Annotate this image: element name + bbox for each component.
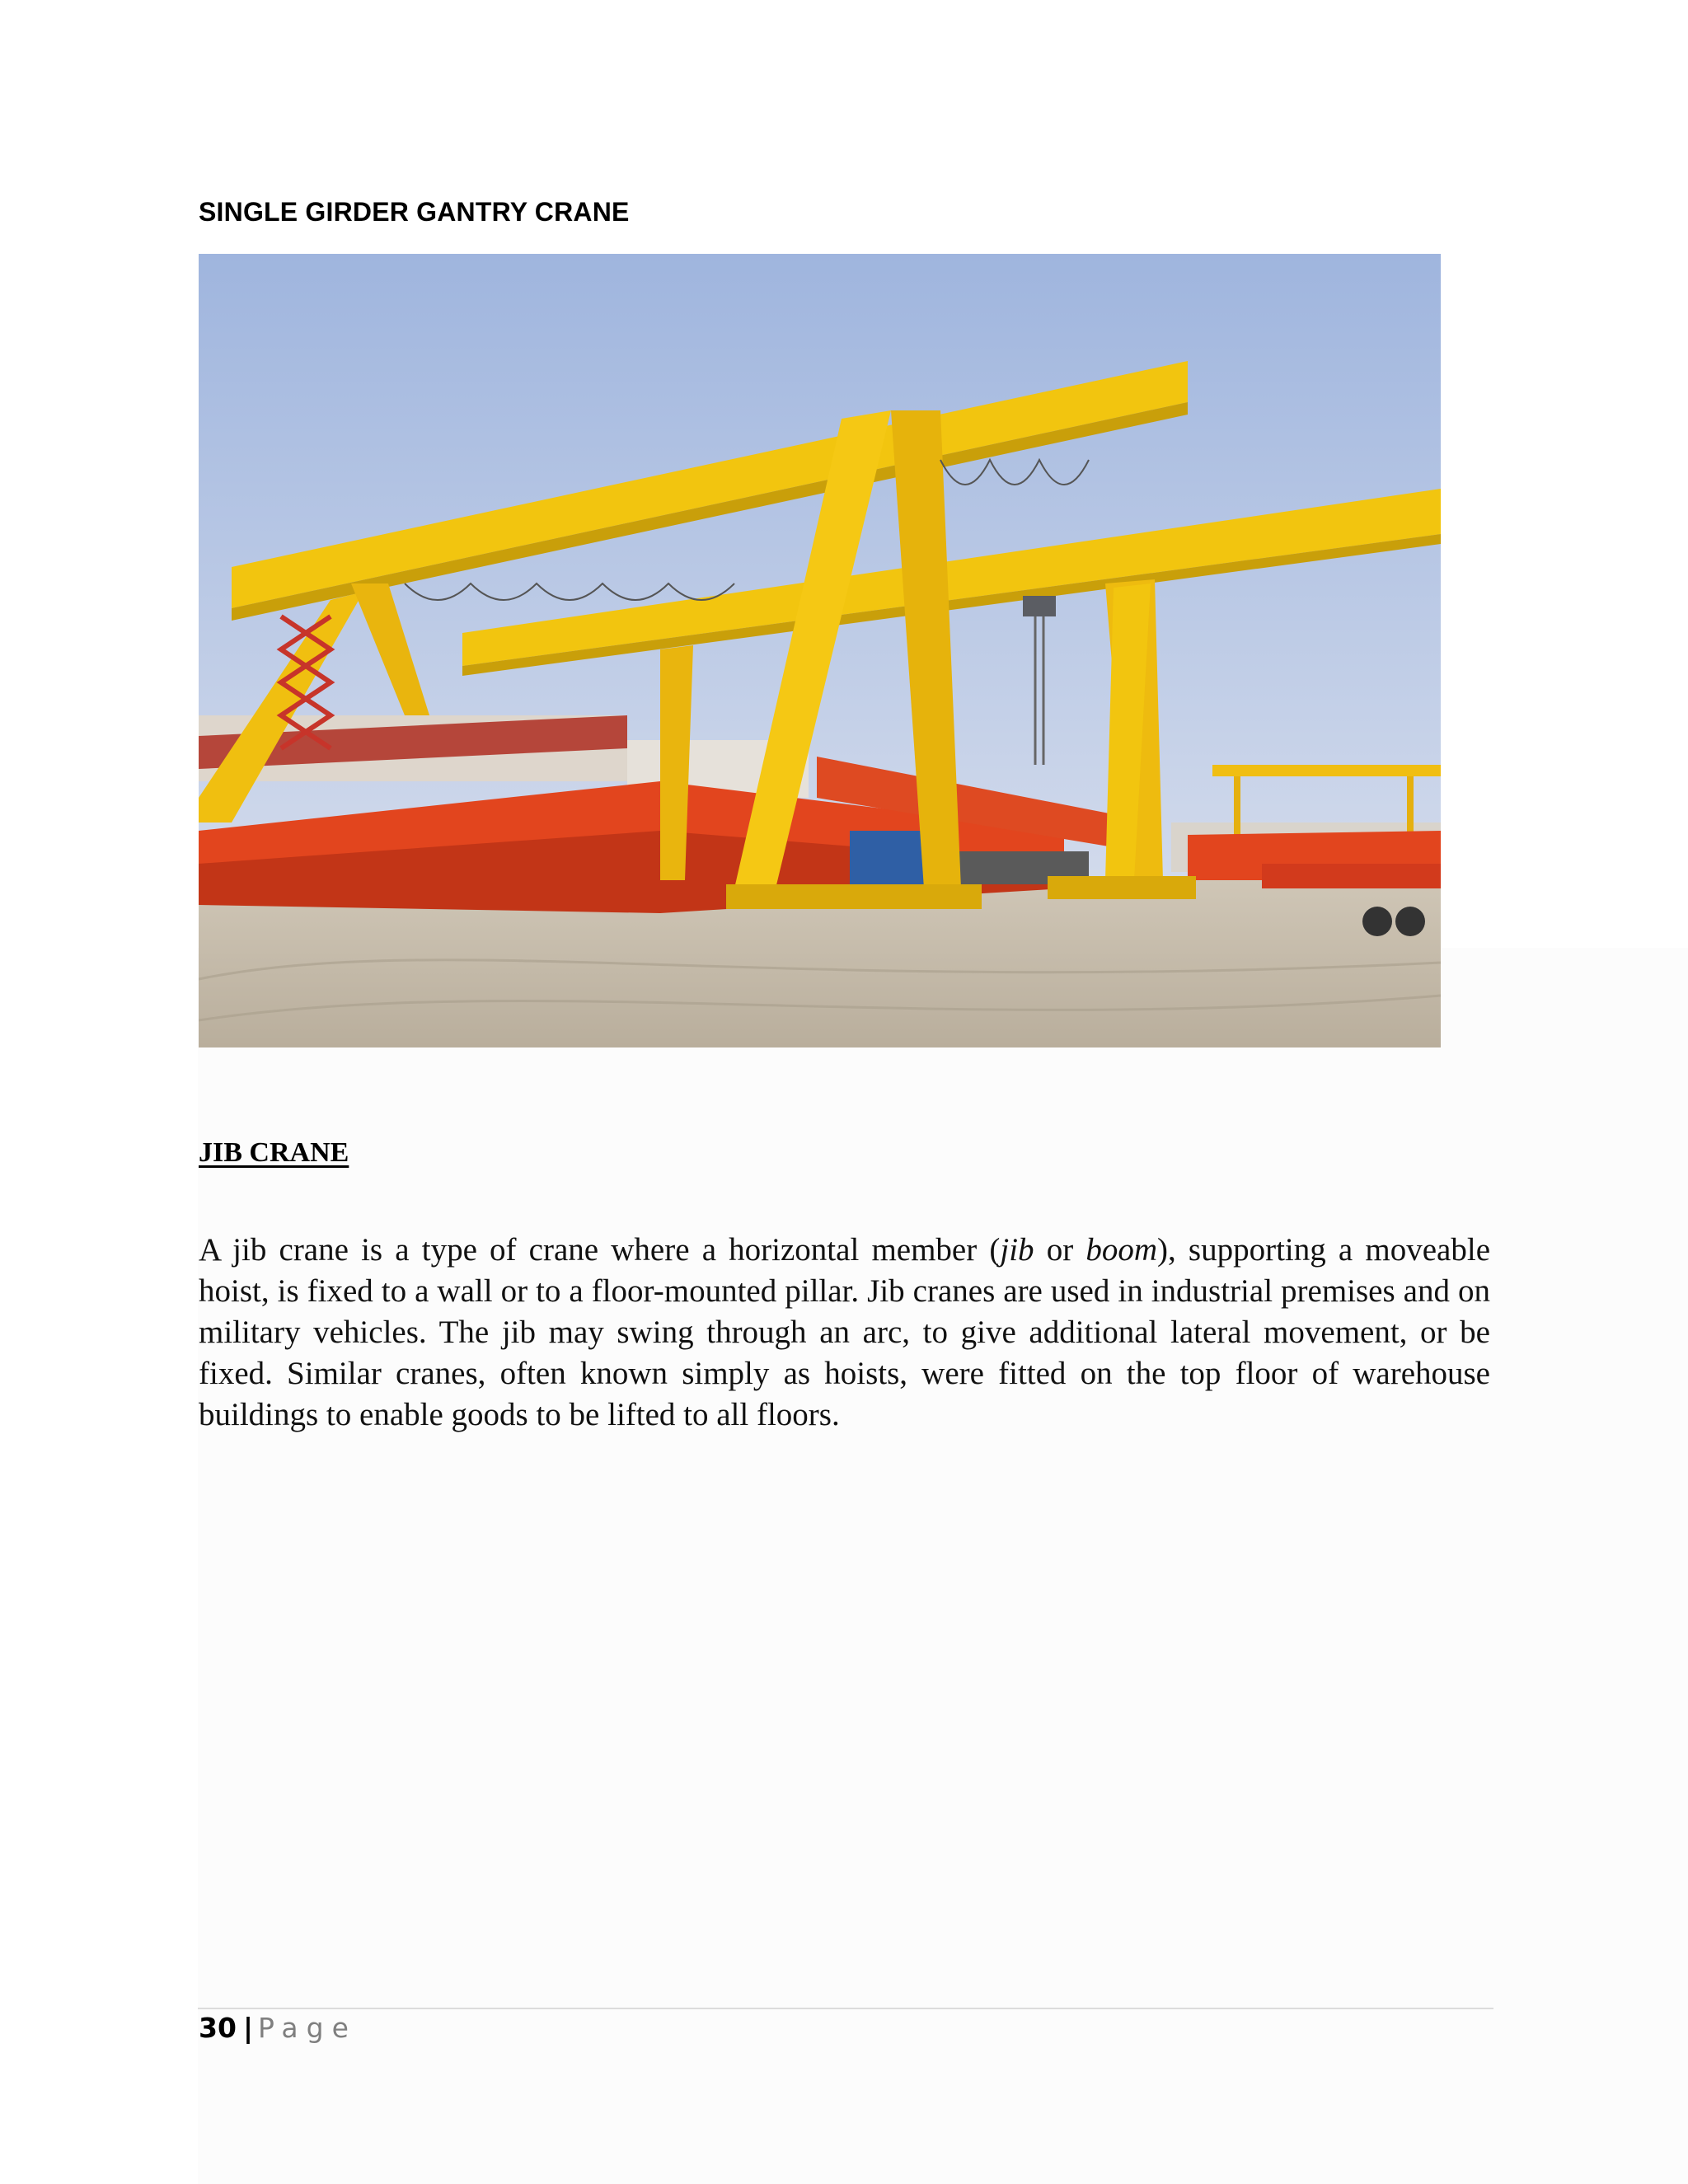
page-number: 30 <box>199 2012 237 2044</box>
section-heading-gantry: SINGLE GIRDER GANTRY CRANE <box>199 197 630 227</box>
paragraph-text-b: ), supporting a moveable hoist, is fixed to a wall or to a floor-mounted pillar. Jib cranes are used in industrial premises and on military vehicles. The jib may swing through an arc, to give additional lateral movement, or be fixed. Similar cranes, often known simply as hoists, were fitted on the top floor of warehouse buildings to enable goods to be lifted to all floors. <box>199 1232 1490 1432</box>
section-heading-jib: JIB CRANE <box>199 1137 349 1168</box>
footer-separator: | <box>242 2012 253 2044</box>
paragraph-text-a: A jib crane is a type of crane where a horizontal member ( <box>199 1232 1001 1268</box>
page-background <box>198 948 1688 2184</box>
jib-crane-paragraph <box>199 1230 1490 1436</box>
footer-divider <box>198 2008 1493 2009</box>
paragraph-text-or: or <box>1034 1232 1086 1268</box>
page-footer <box>199 2012 357 2044</box>
page-label: Page <box>258 2012 357 2044</box>
term-boom: boom <box>1085 1232 1158 1268</box>
gantry-crane-photo <box>199 254 1441 1047</box>
term-jib: jib <box>1000 1232 1034 1268</box>
